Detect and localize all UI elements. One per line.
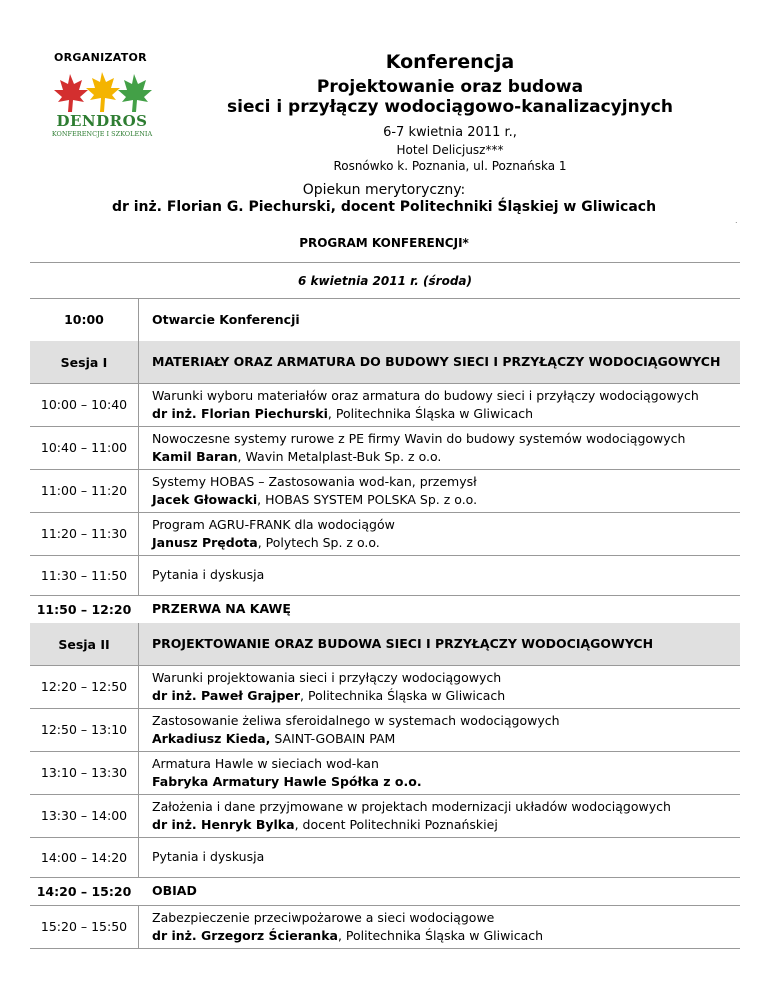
conference-dates: 6-7 kwietnia 2011 r., [383,125,517,140]
schedule-time: 11:00 – 11:20 [40,483,128,498]
schedule-row [30,877,740,905]
schedule-time: 10:00 – 10:40 [40,397,128,412]
speaker-affiliation: , Politechnika Śląska w Gliwicach [300,687,506,703]
speaker-name: Arkadiusz Kieda, [152,730,271,746]
speaker-line [152,448,740,466]
session-title: Założenia i dane przyjmowane w projektach modernizacji układów wodociągowych [152,798,671,814]
stray-dot: . [735,216,738,225]
row-separator [30,948,740,949]
schedule-description [138,882,740,900]
conference-title-line1: Projektowanie oraz budowa [316,77,584,97]
supervisor-name: dr inż. Florian G. Piechurski, docent Politechniki Śląskiej w Gliwicach [111,199,657,215]
column-divider [138,341,139,383]
schedule-row [30,751,740,794]
speaker-name: dr inż. Henryk Bylka [152,816,295,832]
table-top-border [30,298,740,299]
speaker-line [152,773,740,791]
day-header: 6 kwietnia 2011 r. (środa) [30,262,740,299]
speaker-line [152,927,740,945]
conference-label: Konferencja [385,51,515,73]
schedule-row [30,623,740,665]
speaker-affiliation: SAINT-GOBAIN PAM [270,730,396,746]
schedule-description [138,755,740,791]
schedule-description [138,353,740,371]
speaker-affiliation: , Polytech Sp. z o.o. [257,534,380,550]
schedule-description [138,909,740,945]
speaker-line [152,534,740,552]
maple-leaves-icon [50,70,154,114]
schedule-time: 13:30 – 14:00 [40,808,128,823]
schedule-time: 12:50 – 13:10 [40,722,128,737]
schedule-time: 10:40 – 11:00 [40,440,128,455]
schedule-row [30,426,740,469]
session-title: Nowoczesne systemy rurowe z PE firmy Wavin do budowy systemów wodociągowych [152,430,686,446]
schedule-time: 14:00 – 14:20 [40,849,128,865]
column-divider [138,794,139,837]
speaker-affiliation: , docent Politechniki Poznańskiej [294,816,498,832]
column-divider [138,383,139,426]
speaker-line [152,491,740,509]
conference-hotel: Hotel Delicjusz*** [396,143,504,157]
schedule-description [138,848,740,866]
speaker-affiliation: , HOBAS SYSTEM POLSKA Sp. z o.o. [257,491,478,507]
session-title: Otwarcie Konferencji [152,311,300,327]
schedule-description [138,669,740,705]
schedule-description [138,387,740,423]
speaker-line [152,730,740,748]
column-divider [138,555,139,595]
column-divider [138,512,139,555]
schedule-description [138,473,740,509]
session-title: Pytania i dyskusja [152,567,265,582]
schedule-time: 15:20 – 15:50 [40,919,128,934]
column-divider [138,751,139,794]
schedule-time: Sesja I [60,354,108,370]
speaker-line [152,405,740,423]
speaker-name: Fabryka Armatury Hawle Spółka z o.o. [152,773,422,789]
organizer-label: ORGANIZATOR [54,51,147,64]
speaker-name: Kamil Baran [152,448,238,464]
schedule-time: 13:10 – 13:30 [40,765,128,780]
speaker-line [152,687,740,705]
schedule-time: Sesja II [58,636,110,652]
speaker-affiliation: , Politechnika Śląska w Gliwicach [327,405,534,421]
schedule-description [138,600,740,618]
schedule-row [30,341,740,383]
speaker-name: dr inż. Florian Piechurski [152,405,328,421]
session-title: Armatura Hawle w sieciach wod-kan [152,755,379,771]
session-title: Warunki projektowania sieci i przyłączy wodociągowych [152,669,502,685]
conference-title-line2: sieci i przyłączy wodociągowo-kanalizacyjnych [227,97,673,117]
session-title: Program AGRU-FRANK dla wodociągów [152,516,395,532]
speaker-name: Janusz Prędota [152,534,258,550]
schedule-time: 11:50 – 12:20 [36,601,132,617]
schedule-time: 10:00 [64,312,104,327]
speaker-name: dr inż. Paweł Grajper [152,687,301,703]
column-divider [138,837,139,877]
program-title: PROGRAM KONFERENCJI* [299,236,469,250]
schedule-row [30,794,740,837]
dendros-logo [50,70,160,150]
column-divider [138,298,139,341]
schedule-time: 14:20 – 15:20 [36,883,132,899]
speaker-name: Jacek Głowacki [152,491,258,507]
schedule-time: 12:20 – 12:50 [40,679,128,694]
logo-name: DENDROS [56,112,148,130]
schedule-row [30,595,740,623]
column-divider [138,469,139,512]
schedule-row [30,905,740,948]
schedule-row [30,298,740,341]
schedule-row [30,383,740,426]
logo-tagline: KONFERENCJE I SZKOLENIA [51,130,153,138]
supervisor-label: Opiekun merytoryczny: [302,182,466,198]
conference-address: Rosnówko k. Poznania, ul. Poznańska 1 [333,159,567,173]
column-divider [138,426,139,469]
schedule-time: 11:30 – 11:50 [40,567,128,583]
schedule-row [30,708,740,751]
session-title: Systemy HOBAS – Zastosowania wod-kan, przemysł [152,473,477,489]
session-title: Warunki wyboru materiałów oraz armatura do budowy sieci i przyłączy wodociągowych [152,387,699,403]
session-title: Pytania i dyskusja [152,849,265,864]
column-divider [138,623,139,665]
schedule-description [138,635,740,653]
session-title: Zabezpieczenie przeciwpożarowe a sieci wodociągowe [152,909,495,925]
speaker-line [152,816,740,834]
schedule-row [30,512,740,555]
column-divider [138,708,139,751]
schedule-description [138,311,740,329]
schedule-description [138,566,740,584]
schedule-row [30,837,740,877]
schedule-description [138,430,740,466]
schedule-description [138,712,740,748]
schedule-description [138,516,740,552]
session-title: PRZERWA NA KAWĘ [152,601,291,616]
column-divider [138,665,139,708]
session-title: OBIAD [152,883,197,898]
schedule-description [138,798,740,834]
session-title: MATERIAŁY ORAZ ARMATURA DO BUDOWY SIECI I PRZYŁĄCZY WODOCIĄGOWYCH [152,354,721,369]
schedule-row [30,469,740,512]
speaker-affiliation: , Wavin Metalplast-Buk Sp. z o.o. [237,448,442,464]
schedule-row [30,555,740,595]
session-title: PROJEKTOWANIE ORAZ BUDOWA SIECI I PRZYŁĄCZY WODOCIĄGOWYCH [152,636,654,651]
column-divider [138,905,139,948]
schedule-row [30,665,740,708]
speaker-name: dr inż. Grzegorz Ścieranka [152,927,338,943]
schedule-time: 11:20 – 11:30 [40,526,128,541]
speaker-affiliation: , Politechnika Śląska w Gliwicach [337,927,544,943]
session-title: Zastosowanie żeliwa sferoidalnego w systemach wodociągowych [152,712,560,728]
